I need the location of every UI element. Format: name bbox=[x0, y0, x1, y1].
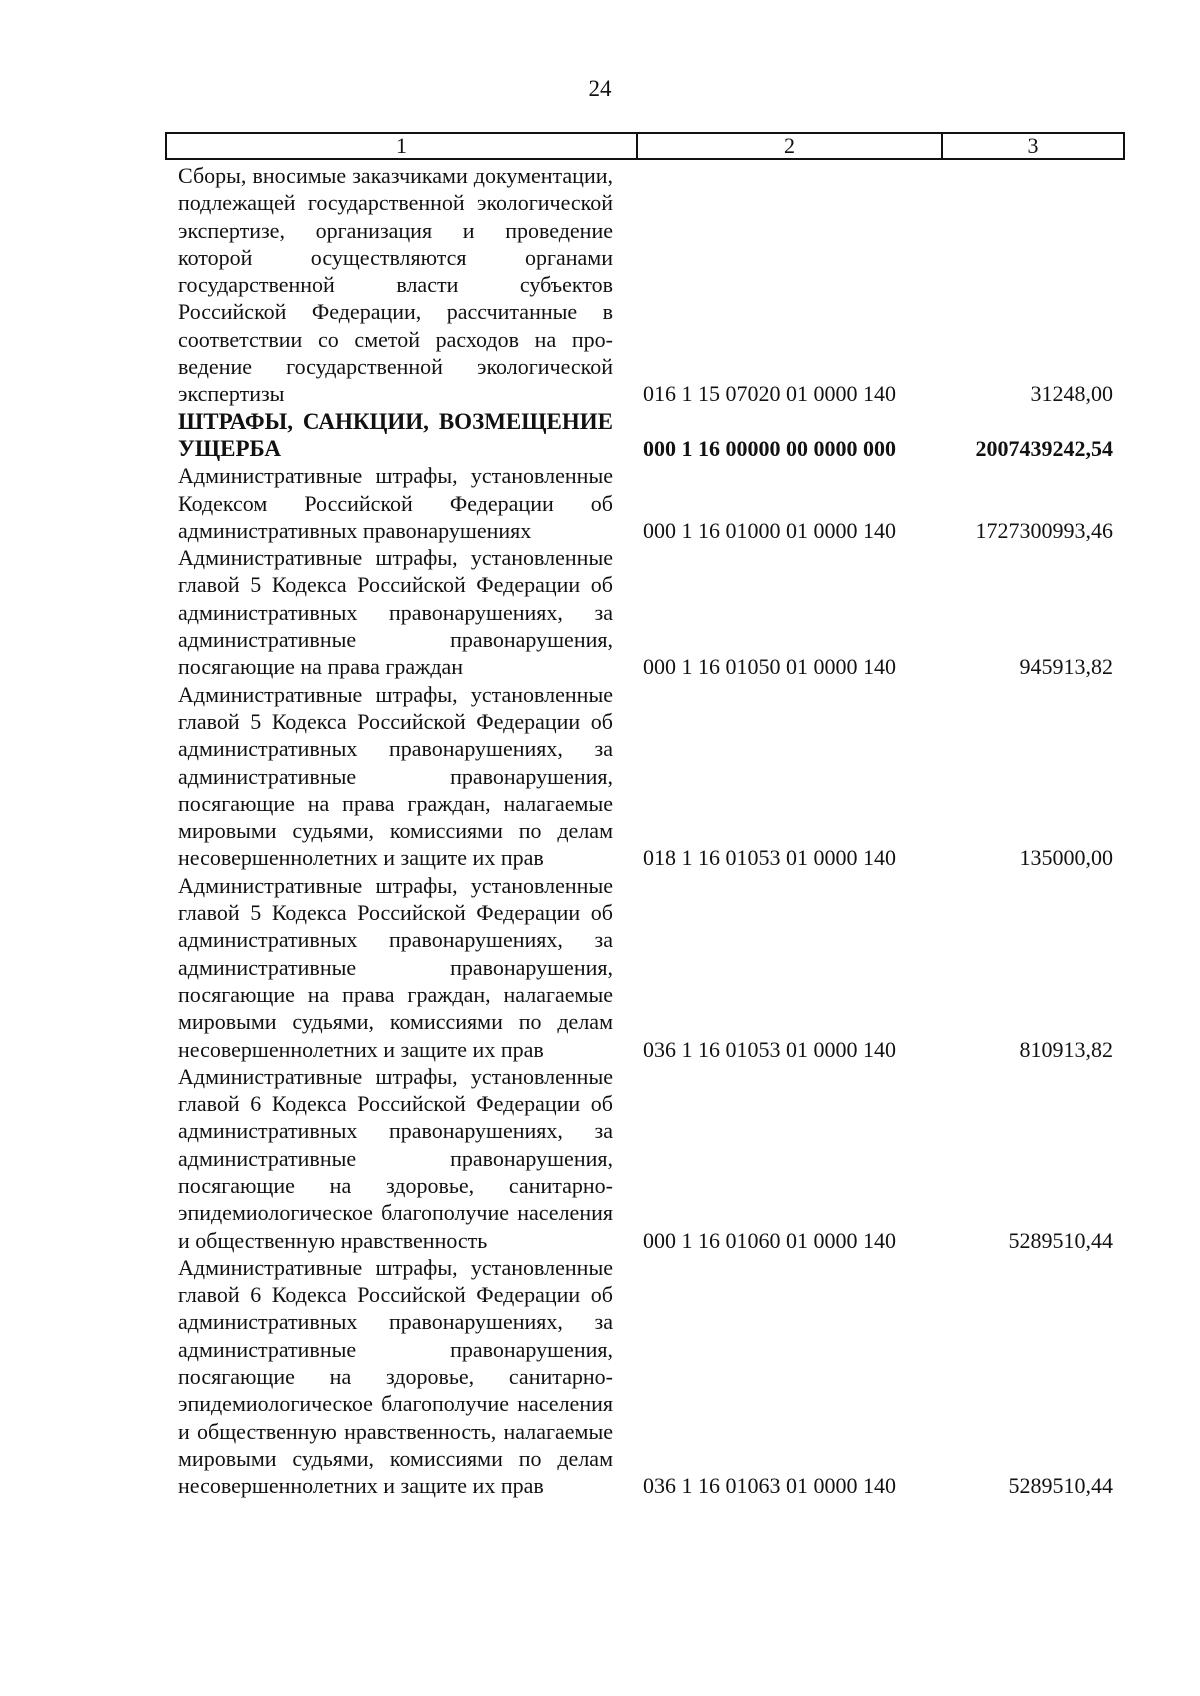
column-header-3: 3 bbox=[1027, 133, 1039, 158]
column-header-2: 2 bbox=[638, 134, 943, 158]
column-header-1: 1 bbox=[167, 134, 638, 158]
row-code: 000 1 16 01050 01 0000 140 bbox=[643, 654, 896, 680]
table-row bbox=[165, 544, 1125, 680]
row-code: 016 1 15 07020 01 0000 140 bbox=[643, 381, 896, 407]
row-code: 036 1 16 01053 01 0000 140 bbox=[643, 1036, 896, 1062]
row-name: Административные штрафы, установленные главой 5 Кодекса Российской Федерации об административных правонарушениях, за административные правонарушения, посягающие на права граждан bbox=[178, 545, 613, 680]
row-code: 018 1 16 01053 01 0000 140 bbox=[643, 845, 896, 871]
table-header bbox=[165, 132, 1125, 160]
row-amount: 2007439242,54 bbox=[975, 435, 1113, 461]
row-name: ШТРАФЫ, САНКЦИИ, ВОЗМЕЩЕНИЕ УЩЕРБА bbox=[178, 408, 613, 461]
row-amount: 135000,00 bbox=[1019, 845, 1113, 871]
page-number: 24 bbox=[588, 76, 612, 101]
row-name: Сборы, вносимые заказчиками документации, подлежащей государственной экологической экспертизе, организация и проведение которой осуществляются органами государственной власти субъектов Российской Федерации, рассчитанные в соответствии со сметой расходов на проведение государственной экологической экспертизы bbox=[178, 163, 613, 407]
row-amount: 1727300993,46 bbox=[975, 517, 1113, 543]
row-name: Административные штрафы, установленные главой 5 Кодекса Российской Федерации об административных правонарушениях, за административные правонарушения, посягающие на права граждан, налагаемые мировыми судьями, комиссиями по делам несовершеннолетних и защите их прав bbox=[178, 681, 613, 871]
table-row bbox=[165, 462, 1125, 544]
table-row bbox=[165, 872, 1125, 1063]
table-row bbox=[165, 1254, 1125, 1500]
row-amount: 5289510,44 bbox=[1008, 1473, 1113, 1499]
row-code: 036 1 16 01063 01 0000 140 bbox=[643, 1473, 896, 1499]
row-code: 000 1 16 01060 01 0000 140 bbox=[643, 1227, 896, 1253]
row-amount: 945913,82 bbox=[1019, 654, 1113, 680]
row-name: Административные штрафы, установленные главой 6 Кодекса Российской Федерации об административных правонарушениях, за административные правонарушения, посягающие на здоровье, санитарно-эпидемиологическое благополучие населения и общественную нравственность, налагаемые мировыми судьями, комиссиями по делам несовершеннолетних и защите их прав bbox=[178, 1254, 613, 1499]
table-row bbox=[165, 162, 1125, 408]
row-name: Административные штрафы, установленные главой 5 Кодекса Российской Федерации об административных правонарушениях, за административные правонарушения, посягающие на права граждан, налагаемые мировыми судьями, комиссиями по делам несовершеннолетних и защите их прав bbox=[178, 872, 613, 1062]
row-amount: 5289510,44 bbox=[1008, 1227, 1113, 1253]
row-name: Административные штрафы, установленные Кодексом Российской Федерации об административных правонарушениях bbox=[178, 463, 613, 543]
row-name: Административные штрафы, установленные главой 6 Кодекса Российской Федерации об административных правонарушениях, за административные правонарушения, посягающие на здоровье, санитарно-эпидемиологическое благополучие населения и общественную нравственность bbox=[178, 1063, 613, 1253]
table-row bbox=[165, 408, 1125, 463]
table-row bbox=[165, 1063, 1125, 1254]
revenue-table bbox=[165, 132, 1125, 1500]
table-row bbox=[165, 681, 1125, 872]
table-body bbox=[165, 160, 1125, 1500]
row-code: 000 1 16 01000 01 0000 140 bbox=[643, 517, 896, 543]
row-amount: 31248,00 bbox=[1030, 381, 1113, 407]
row-code: 000 1 16 00000 00 0000 000 bbox=[643, 435, 896, 461]
row-amount: 810913,82 bbox=[1019, 1036, 1113, 1062]
